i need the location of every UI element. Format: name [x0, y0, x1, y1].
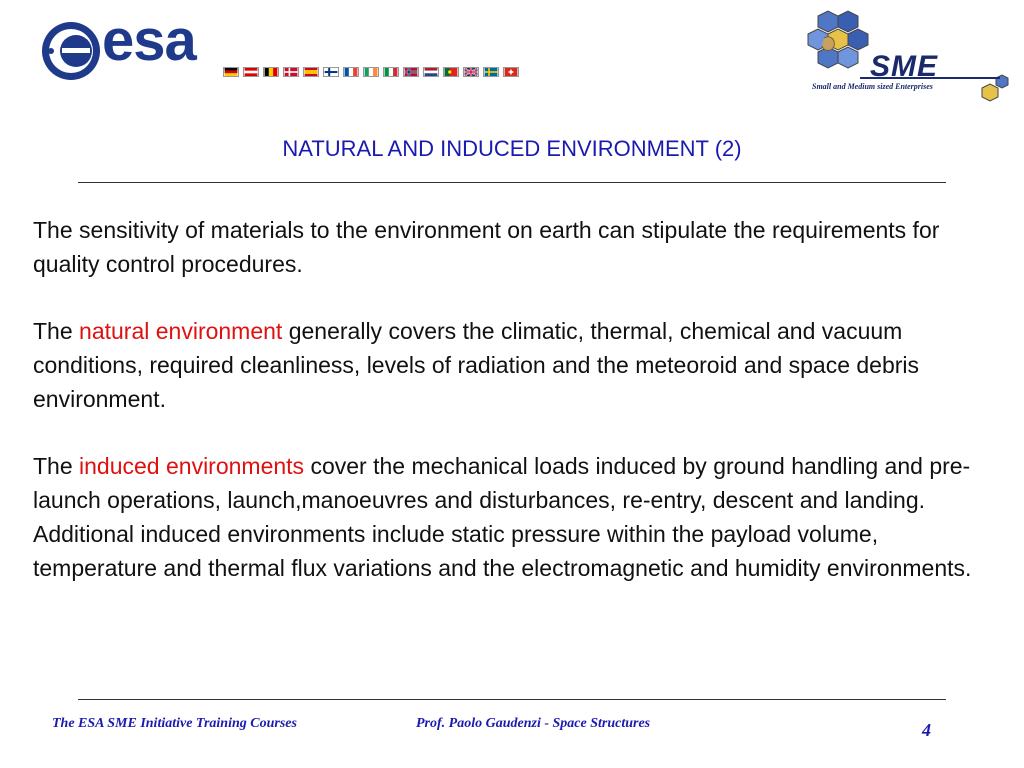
footer-author: Prof. Paolo Gaudenzi - Space Structures [416, 716, 651, 731]
flag-france-icon [343, 67, 359, 77]
paragraph-prefix: The [33, 453, 80, 479]
flag-belgium-icon [263, 67, 279, 77]
flag-ireland-icon [363, 67, 379, 77]
flag-spain-icon [303, 67, 319, 77]
highlight-induced-environments: induced environments [79, 453, 305, 479]
footer-course-name: The ESA SME Initiative Training Courses [52, 716, 297, 731]
paragraph-prefix: The [33, 318, 80, 344]
flag-austria-icon [243, 67, 259, 77]
member-state-flags [223, 67, 519, 77]
paragraph-induced-environments [33, 449, 993, 585]
paragraph-sensitivity: The sensitivity of materials to the environment on earth can stipulate the requirements for quality control procedures. [33, 217, 940, 277]
page-number: 4 [922, 720, 931, 740]
esa-globe-icon [40, 20, 102, 82]
slide-body [33, 213, 993, 618]
footer-divider [78, 699, 946, 700]
title-divider [78, 182, 946, 183]
slide-title: NATURAL AND INDUCED ENVIRONMENT (2) [282, 136, 742, 161]
paragraph-text: cover the mechanical loads induced by ground handling and pre-launch operations, launch,manoeuvres and disturbances, re-entry, descent and landing. Additional induced environments include static pressure within the payload volume, temperature and thermal flux variations and the electromagnetic and humidity environments. [33, 453, 972, 581]
sme-wordmark: SME [870, 50, 939, 83]
flag-portugal-icon [443, 67, 459, 77]
flag-sweden-icon [483, 67, 499, 77]
flag-italy-icon [383, 67, 399, 77]
highlight-natural-environment: natural environment [79, 318, 283, 344]
flag-switzerland-icon [503, 67, 519, 77]
sme-subtitle: Small and Medium sized Enterprises [812, 82, 933, 91]
flag-finland-icon [323, 67, 339, 77]
flag-uk-icon [463, 67, 479, 77]
paragraph-natural-environment [33, 314, 993, 416]
flag-netherlands-icon [423, 67, 439, 77]
paragraph-text: generally covers the climatic, thermal, chemical and vacuum conditions, required cleanliness, levels of radiation and the meteoroid and space debris environment. [33, 318, 920, 412]
esa-wordmark: esa [102, 8, 196, 73]
flag-denmark-icon [283, 67, 299, 77]
flag-germany-icon [223, 67, 239, 77]
esa-logo [40, 8, 560, 88]
sme-logo [800, 8, 1012, 108]
flag-norway-icon [403, 67, 419, 77]
